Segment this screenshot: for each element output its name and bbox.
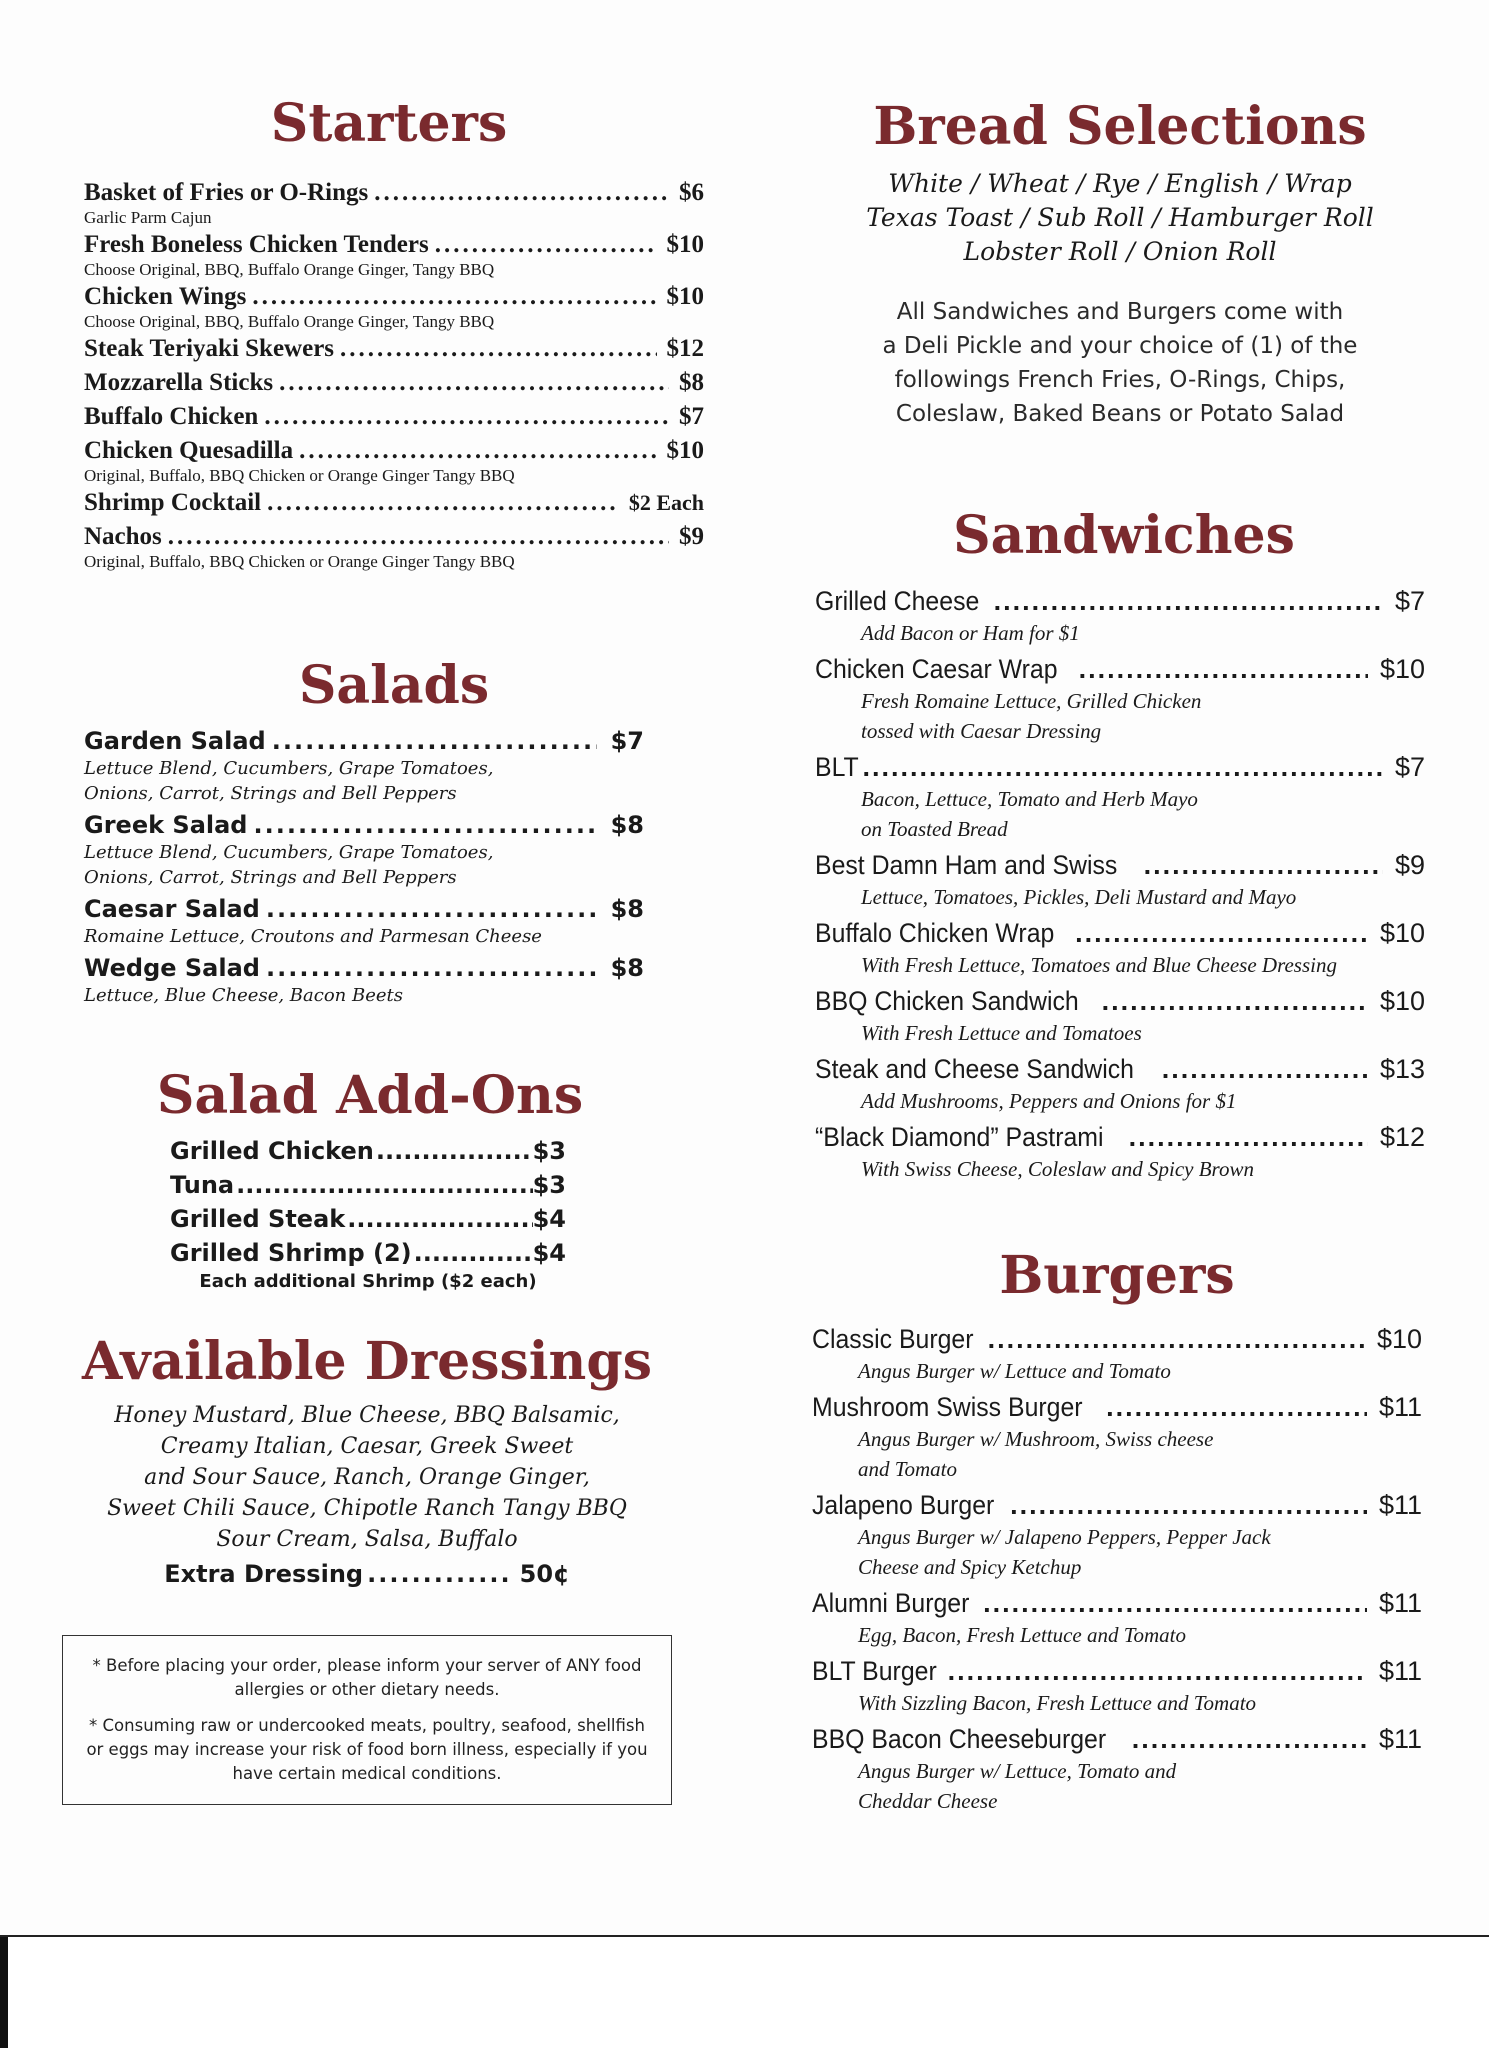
salad-item-price: $8 <box>610 811 644 839</box>
sandwich-item-price: $7 <box>1394 586 1425 616</box>
sandwich-item-name: Best Damn Ham and Swiss <box>815 850 1118 880</box>
starter-item-dots <box>267 488 619 518</box>
starter-item-dots <box>340 334 656 364</box>
addon-item-name: Tuna <box>170 1171 235 1199</box>
sides-note-line: All Sandwiches and Burgers come with <box>896 299 1344 325</box>
addon-item <box>170 1168 566 1202</box>
dressing-line: and Sour Sauce, Ranch, Orange Ginger, <box>144 1465 590 1490</box>
sandwich-item <box>815 984 1425 1018</box>
burger-item-name: BBQ Bacon Cheeseburger <box>812 1724 1107 1754</box>
sandwich-description: Fresh Romaine Lettuce, Grilled Chicken <box>861 689 1202 713</box>
salad-item <box>84 810 644 840</box>
burger-description: Cheese and Spicy Ketchup <box>858 1555 1082 1579</box>
addons-note: Each additional Shrimp ($2 each) <box>199 1271 537 1292</box>
salad-description: Lettuce Blend, Cucumbers, Grape Tomatoes, <box>84 758 494 779</box>
addon-item-name: Grilled Shrimp (2) <box>170 1239 412 1267</box>
sandwich-description: Add Mushrooms, Peppers and Onions for $1 <box>861 1089 1237 1113</box>
bread-title: Bread Selections <box>873 96 1367 157</box>
sandwich-item-price: $12 <box>1379 1122 1425 1152</box>
sandwich-item-dots <box>994 584 1383 618</box>
addon-item <box>170 1202 566 1236</box>
sandwich-item <box>815 652 1425 686</box>
allergy-notice-text: * Before placing your order, please inform your server of ANY food allergies or other dietary needs. <box>92 1656 642 1699</box>
sandwich-item-dots <box>1102 984 1368 1018</box>
salad-item-name: Greek Salad <box>84 811 248 839</box>
starter-item <box>84 368 704 398</box>
burger-item-dots <box>948 1654 1367 1688</box>
sides-note-line: a Deli Pickle and your choice of (1) of the <box>882 333 1358 359</box>
salad-item-price: $8 <box>610 895 644 923</box>
burger-item <box>812 1722 1422 1756</box>
starter-item-price: $10 <box>666 283 704 310</box>
addon-item-name: Grilled Chicken <box>170 1137 374 1165</box>
salad-item-name: Wedge Salad <box>84 954 260 982</box>
salad-item-dots <box>266 894 597 924</box>
addon-item-price: $3 <box>532 1171 566 1199</box>
starter-item-name: Shrimp Cocktail <box>84 489 262 516</box>
starters-title: Starters <box>270 93 508 154</box>
starter-item-price: $6 <box>679 179 704 206</box>
sandwich-item-name: Steak and Cheese Sandwich <box>815 1054 1134 1084</box>
starter-description: Choose Original, BBQ, Buffalo Orange Ginger, Tangy BBQ <box>84 260 495 279</box>
starter-item-name: Chicken Wings <box>84 283 247 310</box>
burger-item-name: Alumni Burger <box>812 1588 970 1618</box>
sandwich-description: With Fresh Lettuce, Tomatoes and Blue Cheese Dressing <box>861 953 1337 977</box>
sandwiches-list <box>815 584 1425 1184</box>
raw-food-warning: * Consuming raw or undercooked meats, poultry, seafood, shellfish or eggs may increase your risk of food born illness, especially if you have certain medical conditions. <box>86 1716 648 1783</box>
bread-section <box>820 95 1420 431</box>
burger-item-price: $10 <box>1376 1324 1422 1354</box>
starter-item-price: $8 <box>679 369 704 396</box>
sandwich-item-dots <box>1079 652 1368 686</box>
sandwich-item <box>815 1052 1425 1086</box>
starter-description: Choose Original, BBQ, Buffalo Orange Ginger, Tangy BBQ <box>84 312 495 331</box>
burger-item-name: Mushroom Swiss Burger <box>812 1392 1083 1422</box>
salad-description: Lettuce Blend, Cucumbers, Grape Tomatoes, <box>84 842 494 863</box>
starters-list <box>84 178 704 572</box>
addons-section <box>156 1064 584 1294</box>
salad-item-name: Garden Salad <box>84 727 266 755</box>
sandwich-item-price: $10 <box>1379 918 1425 948</box>
sandwich-item-name: BBQ Chicken Sandwich <box>815 986 1079 1016</box>
addon-item <box>170 1134 566 1168</box>
burger-item <box>812 1488 1422 1522</box>
burger-item-price: $11 <box>1378 1392 1422 1422</box>
burger-item-price: $11 <box>1378 1490 1422 1520</box>
sandwich-item-name: Grilled Cheese <box>815 586 980 616</box>
starter-item <box>84 488 704 518</box>
sandwich-item-name: BLT <box>815 752 859 782</box>
sandwich-description: Lettuce, Tomatoes, Pickles, Deli Mustard and Mayo <box>861 885 1297 909</box>
starter-item-price: $9 <box>679 523 704 550</box>
starter-item-price: $10 <box>666 437 704 464</box>
burger-item-dots <box>1106 1390 1367 1424</box>
allergy-notice <box>62 1635 672 1805</box>
starter-item-dots <box>374 178 669 208</box>
starter-item-name: Nachos <box>84 523 162 550</box>
sandwich-item-dots <box>1129 1120 1368 1154</box>
starter-item-price: $7 <box>679 403 704 430</box>
addon-item-name: Grilled Steak <box>170 1205 346 1233</box>
addons-title: Salad Add-Ons <box>156 1065 584 1126</box>
burger-description: Angus Burger w/ Mushroom, Swiss cheese <box>858 1427 1214 1451</box>
burger-item-price: $11 <box>1378 1656 1422 1686</box>
burger-item <box>812 1586 1422 1620</box>
burgers-list <box>812 1322 1422 1816</box>
burger-item-dots <box>983 1586 1367 1620</box>
sandwich-item-dots <box>863 750 1383 784</box>
burger-description: Angus Burger w/ Lettuce and Tomato <box>858 1359 1171 1383</box>
sandwich-description: Bacon, Lettuce, Tomato and Herb Mayo <box>861 787 1198 811</box>
addon-item-dots <box>376 1134 533 1168</box>
salad-item-price: $8 <box>610 954 644 982</box>
starter-item-dots <box>299 436 656 466</box>
starter-item <box>84 402 704 432</box>
sandwich-description: With Swiss Cheese, Coleslaw and Spicy Brown <box>861 1157 1254 1181</box>
sandwich-item-name: Chicken Caesar Wrap <box>815 654 1058 684</box>
burger-item-dots <box>1132 1722 1367 1756</box>
salad-description: Onions, Carrot, Strings and Bell Peppers <box>84 867 457 888</box>
salad-description: Onions, Carrot, Strings and Bell Peppers <box>84 783 457 804</box>
salad-item-name: Caesar Salad <box>84 895 260 923</box>
starter-item <box>84 282 704 312</box>
burger-item-dots <box>988 1322 1365 1356</box>
salads-list <box>84 726 644 1008</box>
salad-item <box>84 953 644 983</box>
sandwiches-title: Sandwiches <box>953 505 1295 566</box>
sandwich-item <box>815 1120 1425 1154</box>
scan-edge <box>0 1937 8 2048</box>
burger-item-dots <box>1010 1488 1367 1522</box>
starter-item-name: Mozzarella Sticks <box>84 369 274 396</box>
sandwich-item-price: $10 <box>1379 986 1425 1016</box>
addon-item <box>170 1236 566 1270</box>
starter-item-dots <box>279 368 669 398</box>
starter-item <box>84 436 704 466</box>
bread-line: White / Wheat / Rye / English / Wrap <box>888 169 1352 198</box>
burger-description: Cheddar Cheese <box>858 1789 998 1813</box>
burger-item-price: $11 <box>1378 1588 1422 1618</box>
salads-title: Salads <box>298 655 490 716</box>
dressings-list <box>62 1400 672 1555</box>
starter-item-dots <box>435 230 657 260</box>
burger-description: With Sizzling Bacon, Fresh Lettuce and Tomato <box>858 1691 1257 1715</box>
bread-line: Texas Toast / Sub Roll / Hamburger Roll <box>866 203 1374 232</box>
addon-item-dots <box>347 1202 532 1236</box>
sandwich-description: With Fresh Lettuce and Tomatoes <box>861 1021 1142 1045</box>
salads-section <box>84 654 704 1008</box>
salad-item-dots <box>254 810 597 840</box>
starter-item-name: Steak Teriyaki Skewers <box>84 335 335 362</box>
sandwich-description: tossed with Caesar Dressing <box>861 719 1102 743</box>
starter-description: Original, Buffalo, BBQ Chicken or Orange Ginger Tangy BBQ <box>84 466 515 485</box>
addons-list <box>170 1134 566 1270</box>
sandwich-item-price: $7 <box>1394 752 1425 782</box>
starter-description: Original, Buffalo, BBQ Chicken or Orange Ginger Tangy BBQ <box>84 552 515 571</box>
starter-item-name: Chicken Quesadilla <box>84 437 294 464</box>
sandwich-item-dots <box>1075 916 1368 950</box>
burger-item-price: $11 <box>1378 1724 1422 1754</box>
sandwich-item-name: “Black Diamond” Pastrami <box>815 1122 1104 1152</box>
starter-item-dots <box>252 282 656 312</box>
burger-description: Angus Burger w/ Jalapeno Peppers, Pepper Jack <box>858 1525 1271 1549</box>
extra-dressing-dots: ............. <box>367 1560 512 1588</box>
burger-description: Egg, Bacon, Fresh Lettuce and Tomato <box>858 1623 1187 1647</box>
burgers-section <box>812 1244 1422 1816</box>
starter-item-name: Buffalo Chicken <box>84 403 259 430</box>
extra-dressing-name: Extra Dressing <box>164 1560 364 1588</box>
extra-dressing-price: 50¢ <box>519 1560 570 1588</box>
starter-item-name: Fresh Boneless Chicken Tenders <box>84 231 429 258</box>
starter-item-name: Basket of Fries or O-Rings <box>84 179 369 206</box>
extra-dressing <box>62 1559 672 1589</box>
sandwich-item <box>815 750 1425 784</box>
sandwich-item-price: $10 <box>1379 654 1425 684</box>
starter-item <box>84 178 704 208</box>
burger-item-name: Classic Burger <box>812 1324 974 1354</box>
dressing-line: Honey Mustard, Blue Cheese, BBQ Balsamic, <box>114 1403 620 1428</box>
burger-description: Angus Burger w/ Lettuce, Tomato and <box>858 1759 1177 1783</box>
starter-item <box>84 334 704 364</box>
starter-item-price: $2 Each <box>628 490 704 515</box>
sides-note <box>820 295 1420 431</box>
salad-item-price: $7 <box>610 727 644 755</box>
sandwich-description: on Toasted Bread <box>861 817 1008 841</box>
salad-item-dots <box>272 726 597 756</box>
burger-description: and Tomato <box>858 1457 958 1481</box>
addon-item-dots <box>414 1236 533 1270</box>
addon-item-price: $4 <box>532 1205 566 1233</box>
sandwich-item-dots <box>1144 848 1383 882</box>
starter-description: Garlic Parm Cajun <box>84 208 212 227</box>
burger-item <box>812 1654 1422 1688</box>
bottom-margin <box>0 1935 1489 2050</box>
starter-item-dots <box>168 522 669 552</box>
sandwich-item-dots <box>1162 1052 1368 1086</box>
starters-section <box>84 92 704 574</box>
dressing-line: Creamy Italian, Caesar, Greek Sweet <box>160 1434 574 1459</box>
sandwich-item <box>815 584 1425 618</box>
sandwich-item <box>815 916 1425 950</box>
salad-description: Lettuce, Blue Cheese, Bacon Beets <box>84 985 403 1006</box>
starter-item <box>84 230 704 260</box>
sandwich-item-name: Buffalo Chicken Wrap <box>815 918 1055 948</box>
burger-item <box>812 1322 1422 1356</box>
addon-item-dots <box>236 1168 532 1202</box>
burger-item-name: Jalapeno Burger <box>812 1490 995 1520</box>
salad-item <box>84 894 644 924</box>
sandwich-item-price: $9 <box>1394 850 1425 880</box>
bread-list <box>820 167 1420 269</box>
addon-item-price: $3 <box>532 1137 566 1165</box>
dressings-title: Available Dressings <box>82 1331 652 1392</box>
sandwich-item <box>815 848 1425 882</box>
burgers-title: Burgers <box>999 1245 1235 1306</box>
starter-item <box>84 522 704 552</box>
starter-item-price: $12 <box>666 335 704 362</box>
dressing-line: Sour Cream, Salsa, Buffalo <box>216 1527 518 1552</box>
starter-item-price: $10 <box>666 231 704 258</box>
sides-note-line: Coleslaw, Baked Beans or Potato Salad <box>895 401 1345 427</box>
bread-line: Lobster Roll / Onion Roll <box>963 237 1277 266</box>
sandwich-description: Add Bacon or Ham for $1 <box>861 621 1080 645</box>
dressing-line: Sweet Chili Sauce, Chipotle Ranch Tangy BBQ <box>107 1496 627 1521</box>
addon-item-price: $4 <box>532 1239 566 1267</box>
starter-item-dots <box>264 402 669 432</box>
dressings-section <box>62 1330 672 1589</box>
salad-item-dots <box>266 953 597 983</box>
sandwich-item-price: $13 <box>1379 1054 1425 1084</box>
burger-item-name: BLT Burger <box>812 1656 937 1686</box>
sandwiches-section <box>815 504 1425 1184</box>
sides-note-line: followings French Fries, O-Rings, Chips, <box>894 367 1346 393</box>
salad-description: Romaine Lettuce, Croutons and Parmesan Cheese <box>84 926 542 947</box>
burger-item <box>812 1390 1422 1424</box>
salad-item <box>84 726 644 756</box>
